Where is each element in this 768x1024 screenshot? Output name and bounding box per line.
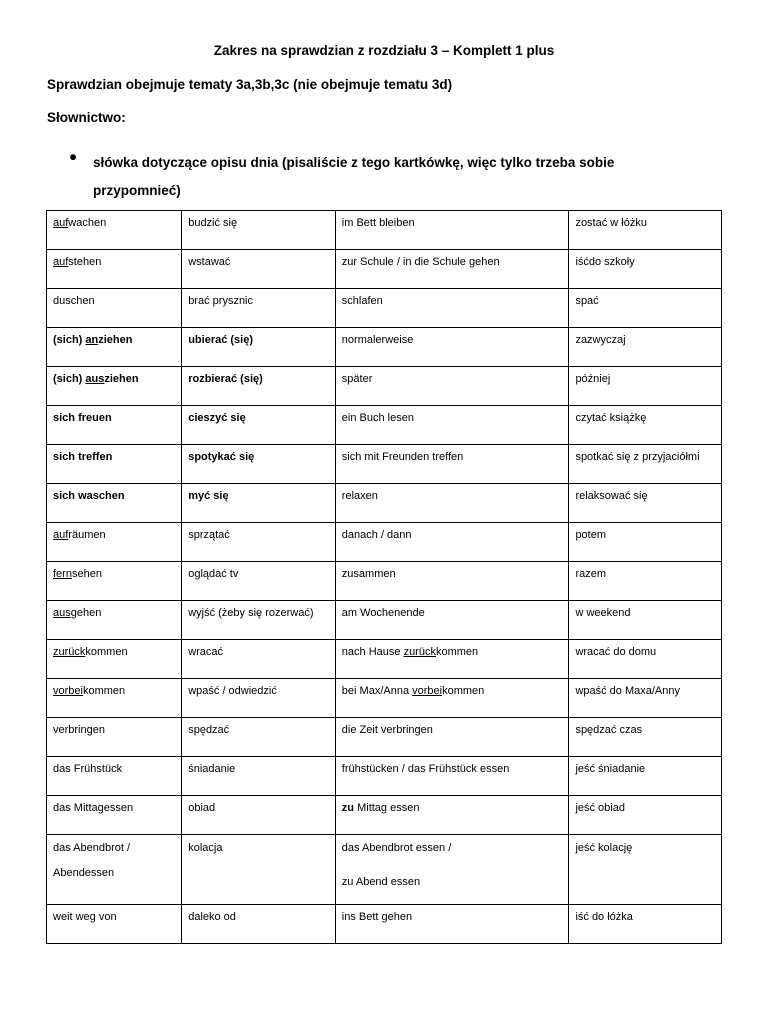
- polish-phrase: relaksować się: [569, 484, 722, 523]
- german-phrase: sich mit Freunden treffen: [335, 445, 569, 484]
- polish-phrase: zazwyczaj: [569, 328, 722, 367]
- polish-word: daleko od: [182, 905, 336, 944]
- polish-phrase: potem: [569, 523, 722, 562]
- table-row: [47, 835, 722, 905]
- german-word: weit weg von: [47, 905, 182, 944]
- polish-phrase: spotkać się z przyjaciółmi: [569, 445, 722, 484]
- table-row: [47, 328, 722, 367]
- table-row: [47, 484, 722, 523]
- polish-word: brać prysznic: [182, 289, 336, 328]
- polish-phrase: razem: [569, 562, 722, 601]
- german-phrase: zu Mittag essen: [335, 796, 569, 835]
- polish-phrase: czytać książkę: [569, 406, 722, 445]
- polish-phrase: jeść śniadanie: [569, 757, 722, 796]
- german-word: das Mittagessen: [47, 796, 182, 835]
- polish-word: oglądać tv: [182, 562, 336, 601]
- table-row: [47, 523, 722, 562]
- polish-word: spędzać: [182, 718, 336, 757]
- german-word: sich treffen: [47, 445, 182, 484]
- german-phrase: später: [335, 367, 569, 406]
- polish-phrase: zostać w łóżku: [569, 211, 722, 250]
- polish-phrase: spędzać czas: [569, 718, 722, 757]
- table-row: [47, 250, 722, 289]
- table-row: [47, 445, 722, 484]
- polish-word: rozbierać (się): [182, 367, 336, 406]
- table-row: [47, 757, 722, 796]
- polish-word: cieszyć się: [182, 406, 336, 445]
- german-word: aufräumen: [47, 523, 182, 562]
- german-phrase: normalerweise: [335, 328, 569, 367]
- table-row: [47, 289, 722, 328]
- polish-phrase: iść do łóżka: [569, 905, 722, 944]
- table-row: [47, 562, 722, 601]
- bullet-text: słówka dotyczące opisu dnia (pisaliście z tego kartkówkę, więc tylko trzeba sobie przypomnieć): [93, 155, 615, 198]
- german-phrase: ins Bett gehen: [335, 905, 569, 944]
- german-word: fernsehen: [47, 562, 182, 601]
- german-phrase: am Wochenende: [335, 601, 569, 640]
- german-phrase: die Zeit verbringen: [335, 718, 569, 757]
- polish-phrase: wracać do domu: [569, 640, 722, 679]
- german-word: vorbeikommen: [47, 679, 182, 718]
- german-word: ausgehen: [47, 601, 182, 640]
- german-phrase: zusammen: [335, 562, 569, 601]
- polish-word: myć się: [182, 484, 336, 523]
- german-phrase: relaxen: [335, 484, 569, 523]
- polish-word: wracać: [182, 640, 336, 679]
- german-phrase: ein Buch lesen: [335, 406, 569, 445]
- german-word: sich waschen: [47, 484, 182, 523]
- polish-word: ubierać (się): [182, 328, 336, 367]
- table-row: [47, 679, 722, 718]
- german-word: das Frühstück: [47, 757, 182, 796]
- polish-phrase: jeść obiad: [569, 796, 722, 835]
- vocabulary-table: [46, 210, 722, 944]
- polish-word: sprzątać: [182, 523, 336, 562]
- german-phrase: frühstücken / das Frühstück essen: [335, 757, 569, 796]
- table-row: [47, 796, 722, 835]
- german-word: (sich) ausziehen: [47, 367, 182, 406]
- polish-word: budzić się: [182, 211, 336, 250]
- polish-word: obiad: [182, 796, 336, 835]
- table-row: [47, 367, 722, 406]
- polish-word: wyjść (żeby się rozerwać): [182, 601, 336, 640]
- polish-phrase: spać: [569, 289, 722, 328]
- polish-word: kolacja: [182, 835, 336, 905]
- table-row: [47, 601, 722, 640]
- polish-phrase: w weekend: [569, 601, 722, 640]
- german-phrase: schlafen: [335, 289, 569, 328]
- polish-phrase: wpaść do Maxa/Anny: [569, 679, 722, 718]
- german-word: (sich) anziehen: [47, 328, 182, 367]
- table-row: [47, 905, 722, 944]
- german-phrase: bei Max/Anna vorbeikommen: [335, 679, 569, 718]
- german-phrase: das Abendbrot essen / zu Abend essen: [335, 835, 569, 905]
- bullet-icon: ●: [69, 149, 78, 164]
- german-word: zurückkommen: [47, 640, 182, 679]
- german-phrase: im Bett bleiben: [335, 211, 569, 250]
- polish-word: wstawać: [182, 250, 336, 289]
- polish-word: spotykać się: [182, 445, 336, 484]
- polish-word: śniadanie: [182, 757, 336, 796]
- polish-word: wpaść / odwiedzić: [182, 679, 336, 718]
- table-row: [47, 718, 722, 757]
- section-heading: Słownictwo:: [47, 110, 126, 125]
- document-title: Zakres na sprawdzian z rozdziału 3 – Komplett 1 plus: [213, 43, 555, 58]
- polish-phrase: później: [569, 367, 722, 406]
- polish-phrase: iśćdo szkoły: [569, 250, 722, 289]
- polish-phrase: jeść kolację: [569, 835, 722, 905]
- document-subtitle: Sprawdzian obejmuje tematy 3a,3b,3c (nie obejmuje tematu 3d): [47, 77, 453, 92]
- german-word: aufwachen: [47, 211, 182, 250]
- german-word: aufstehen: [47, 250, 182, 289]
- german-word: das Abendbrot / Abendessen: [47, 835, 182, 905]
- german-word: duschen: [47, 289, 182, 328]
- german-word: sich freuen: [47, 406, 182, 445]
- table-row: [47, 640, 722, 679]
- table-row: [47, 406, 722, 445]
- german-phrase: danach / dann: [335, 523, 569, 562]
- german-word: verbringen: [47, 718, 182, 757]
- german-phrase: zur Schule / in die Schule gehen: [335, 250, 569, 289]
- german-phrase: nach Hause zurückkommen: [335, 640, 569, 679]
- table-row: [47, 211, 722, 250]
